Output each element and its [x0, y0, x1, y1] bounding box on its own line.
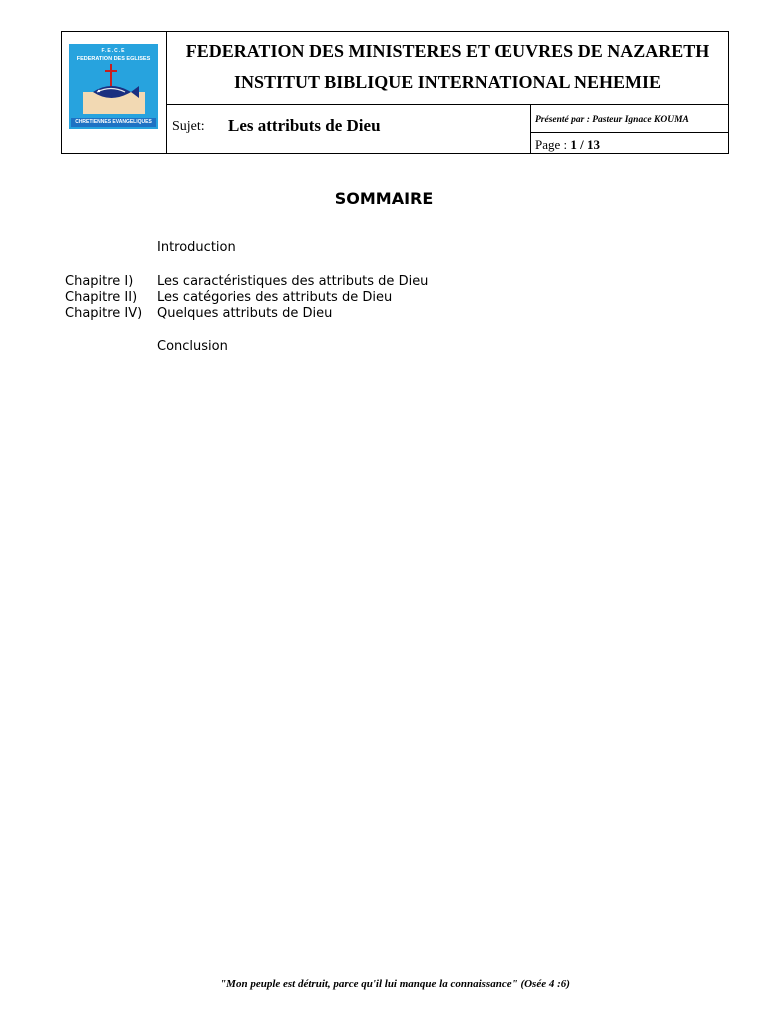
chapter-label: Chapitre II): [65, 290, 138, 305]
chapter-title: Quelques attributs de Dieu: [157, 306, 333, 321]
chapter-label: Chapitre I): [65, 274, 134, 289]
page-divider: [531, 132, 728, 133]
subject-value: Les attributs de Dieu: [228, 116, 381, 135]
presenter-text: Présenté par : Pasteur Ignace KOUMA: [535, 115, 689, 125]
title-cell: [167, 32, 728, 105]
logo-cell: [62, 32, 167, 153]
page-label: Page :: [535, 137, 568, 152]
subject-label: Sujet:: [172, 119, 205, 134]
fish-cross-icon: [69, 44, 158, 129]
sommaire-title: SOMMAIRE: [334, 189, 434, 208]
chapter-title: Les caractéristiques des attributs de Dieu: [157, 274, 429, 289]
chapter-title: Les catégories des attributs de Dieu: [157, 290, 393, 305]
subject-cell: [167, 105, 531, 153]
logo-bottom-text: CHRETIENNES EVANGELIQUES: [71, 118, 156, 127]
institute-title: INSTITUT BIBLIQUE INTERNATIONAL NEHEMIE: [234, 72, 661, 92]
toc-introduction-text: Introduction: [157, 240, 236, 255]
page-value: 1 / 13: [570, 137, 601, 152]
toc-conclusion-text: Conclusion: [157, 339, 228, 354]
fece-logo: [69, 44, 158, 129]
presenter-cell: [531, 105, 728, 153]
page-number: [535, 137, 600, 153]
header-table: [61, 31, 729, 154]
footer-quote: "Mon peuple est détruit, parce qu'il lui manque la connaissance" (Osée 4 :6): [220, 978, 570, 990]
organization-title: FEDERATION DES MINISTERES ET ŒUVRES DE NAZARETH: [185, 41, 710, 61]
logo-top-text: FEDERATION DES EGLISES: [76, 56, 151, 62]
chapter-label: Chapitre IV): [65, 306, 143, 321]
logo-acronym: F.E.C.E: [101, 48, 126, 54]
